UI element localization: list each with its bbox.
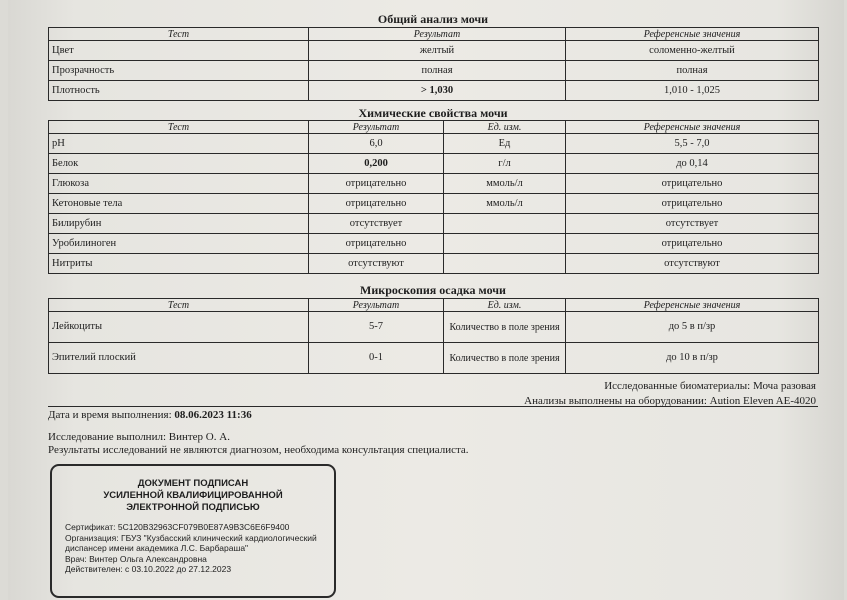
test-result: отрицательно xyxy=(309,194,444,214)
signature-title xyxy=(52,478,334,514)
test-result: 5-7 xyxy=(309,312,444,343)
table-row-color xyxy=(49,41,819,61)
table-row-ph xyxy=(49,134,819,154)
header-reference: Референсные значения xyxy=(566,299,819,312)
execution-date-value: 08.06.2023 11:36 xyxy=(174,409,252,421)
header-test: Тест xyxy=(49,121,309,134)
test-result: отсутствует xyxy=(309,214,444,234)
test-name: Плотность xyxy=(49,81,309,101)
signature-title-line: УСИЛЕННОЙ КВАЛИФИЦИРОВАННОЙ xyxy=(103,490,283,501)
test-name: Эпителий плоский xyxy=(49,343,309,374)
organization-line: Организация: ГБУЗ "Кузбасский клинический кардиологический диспансер имени академика Л.С. Барбараша" xyxy=(65,532,317,553)
lab-report-page xyxy=(8,0,844,600)
table-row-transparency xyxy=(49,61,819,81)
table-row-glucose xyxy=(49,174,819,194)
test-name: Лейкоциты xyxy=(49,312,309,343)
header-unit: Ед. изм. xyxy=(444,121,566,134)
header-result: Результат xyxy=(309,121,444,134)
header-reference: Референсные значения xyxy=(566,28,819,41)
test-reference: соломенно-желтый xyxy=(566,41,819,61)
test-name: Билирубин xyxy=(49,214,309,234)
header-test: Тест xyxy=(49,28,309,41)
test-unit: ммоль/л xyxy=(444,194,566,214)
certificate-line: Сертификат: 5C120B32963CF079B0E87A9B3C6E6F9400 xyxy=(65,522,290,532)
test-reference: отрицательно xyxy=(566,174,819,194)
header-reference: Референсные значения xyxy=(566,121,819,134)
test-reference: 5,5 - 7,0 xyxy=(566,134,819,154)
test-reference: до 10 в п/зр xyxy=(566,343,819,374)
table-header-row xyxy=(49,299,819,312)
test-result: > 1,030 xyxy=(309,81,566,101)
table-row-protein xyxy=(49,154,819,174)
test-name: Глюкоза xyxy=(49,174,309,194)
table-header-row xyxy=(49,121,819,134)
test-reference: до 5 в п/зр xyxy=(566,312,819,343)
test-reference: отсутствует xyxy=(566,214,819,234)
test-name: Уробилиноген xyxy=(49,234,309,254)
microscopy-table xyxy=(48,298,819,374)
test-name: pH xyxy=(49,134,309,154)
signature-title-line: ДОКУМЕНТ ПОДПИСАН xyxy=(137,478,249,489)
test-unit: ммоль/л xyxy=(444,174,566,194)
footer-divider xyxy=(48,406,818,407)
test-result: отсутствуют xyxy=(309,254,444,274)
table-row-density xyxy=(49,81,819,101)
test-reference: 1,010 - 1,025 xyxy=(566,81,819,101)
test-unit: Ед xyxy=(444,134,566,154)
equipment-note: Анализы выполнены на оборудовании: Aution Eleven AE-4020 xyxy=(524,395,816,407)
execution-date xyxy=(48,409,252,422)
header-unit: Ед. изм. xyxy=(444,299,566,312)
test-unit xyxy=(444,234,566,254)
test-name: Прозрачность xyxy=(49,61,309,81)
header-test: Тест xyxy=(49,299,309,312)
test-reference: до 0,14 xyxy=(566,154,819,174)
test-unit: г/л xyxy=(444,154,566,174)
chemical-properties-table xyxy=(48,120,819,274)
test-result: отрицательно xyxy=(309,234,444,254)
test-result: отрицательно xyxy=(309,174,444,194)
table-header-row xyxy=(49,28,819,41)
validity-line: Действителен: с 03.10.2022 до 27.12.2023 xyxy=(65,564,232,574)
microscopy-title: Микроскопия осадка мочи xyxy=(360,283,506,297)
table-row-urobilinogen xyxy=(49,234,819,254)
execution-date-label: Дата и время выполнения: xyxy=(48,409,172,421)
test-result: 0-1 xyxy=(309,343,444,374)
test-result: желтый xyxy=(309,41,566,61)
header-result: Результат xyxy=(309,28,566,41)
test-unit xyxy=(444,254,566,274)
test-reference: отрицательно xyxy=(566,234,819,254)
electronic-signature-stamp xyxy=(50,464,336,598)
signature-title-line: ЭЛЕКТРОННОЙ ПОДПИСЬЮ xyxy=(126,502,260,513)
chemical-properties-title: Химические свойства мочи xyxy=(358,106,508,120)
test-reference: отрицательно xyxy=(566,194,819,214)
header-result: Результат xyxy=(309,299,444,312)
doctor-line: Врач: Винтер Ольга Александровна xyxy=(65,553,207,564)
table-row-ketones xyxy=(49,194,819,214)
test-name: Цвет xyxy=(49,41,309,61)
test-unit: Количество в поле зрения xyxy=(444,312,566,343)
test-name: Белок xyxy=(49,154,309,174)
general-analysis-table xyxy=(48,27,819,101)
table-row-bilirubin xyxy=(49,214,819,234)
test-name: Кетоновые тела xyxy=(49,194,309,214)
test-result: 0,200 xyxy=(309,154,444,174)
test-unit xyxy=(444,214,566,234)
table-row-squamous-epithelium xyxy=(49,343,819,374)
test-name: Нитриты xyxy=(49,254,309,274)
table-row-nitrites xyxy=(49,254,819,274)
test-reference: полная xyxy=(566,61,819,81)
test-unit: Количество в поле зрения xyxy=(444,343,566,374)
performer-line: Исследование выполнил: Винтер О. А. xyxy=(48,431,230,443)
test-reference: отсутствуют xyxy=(566,254,819,274)
disclaimer-line: Результаты исследований не являются диагнозом, необходима консультация специалиста. xyxy=(48,444,469,456)
biomaterial-note: Исследованные биоматериалы: Моча разовая xyxy=(604,380,816,392)
test-result: полная xyxy=(309,61,566,81)
test-result: 6,0 xyxy=(309,134,444,154)
table-row-leukocytes xyxy=(49,312,819,343)
general-analysis-title: Общий анализ мочи xyxy=(377,12,489,26)
